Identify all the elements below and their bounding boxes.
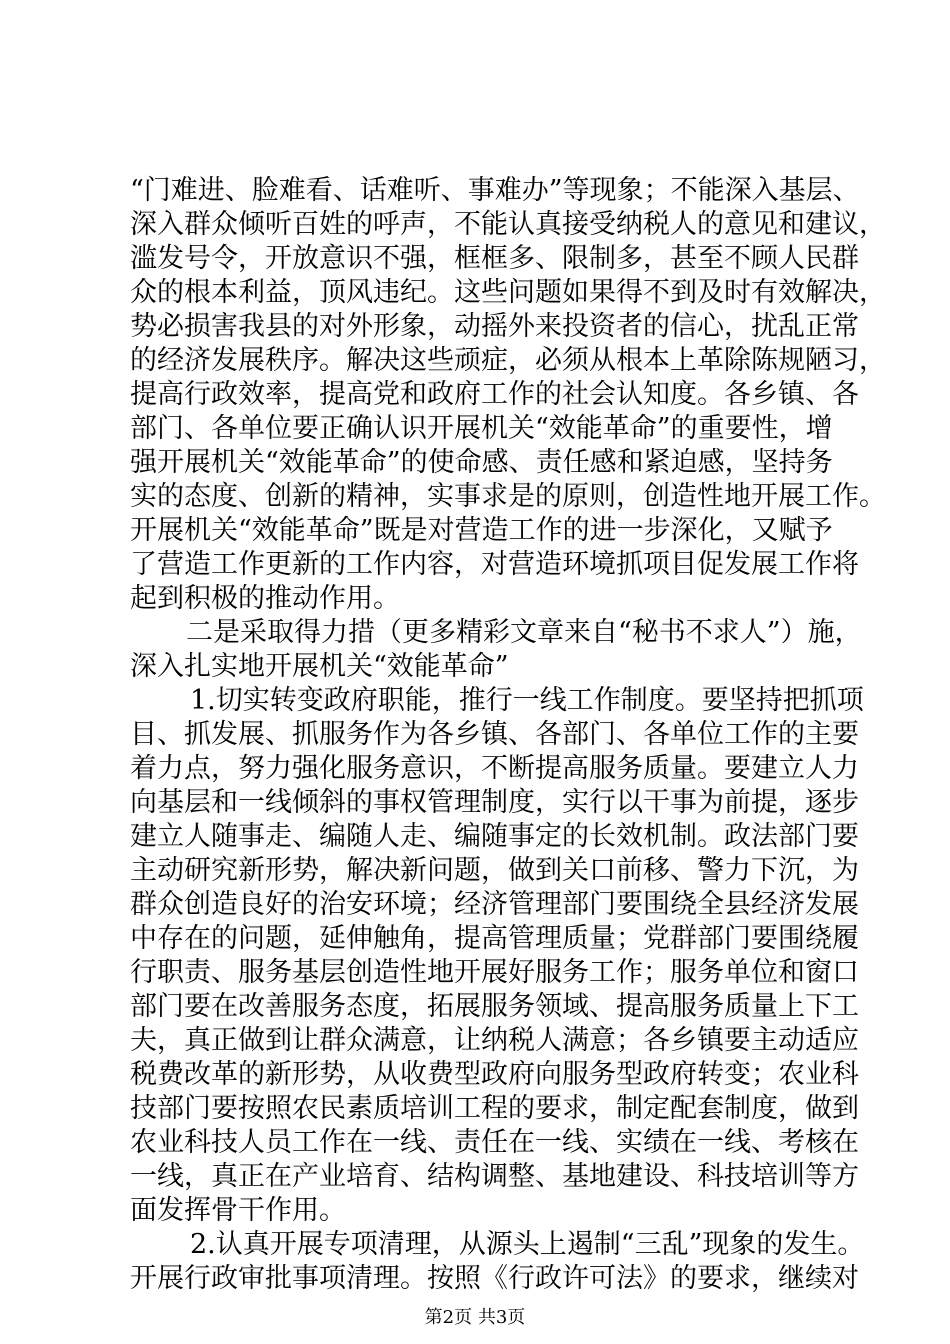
text-line-23: 中存在的问题，延伸触角，提高管理质量；党群部门要围绕履 (130, 923, 859, 954)
text-line-17: 目、抓发展、抓服务作为各乡镇、各部门、各单位工作的主要 (130, 719, 859, 750)
text-line-6: 的经济发展秩序。解决这些顽症，必须从根本上革除陈规陋习， (130, 345, 886, 376)
text-line-3: 滥发号令，开放意识不强，框框多、限制多，甚至不顾人民群 (130, 243, 859, 274)
text-line-9: 强开展机关“效能革命”的使命感、责任感和紧迫感，坚持务 (130, 447, 833, 478)
text-line-13: 起到积极的推动作用。 (130, 583, 400, 614)
text-line-7: 提高行政效率，提高党和政府工作的社会认知度。各乡镇、各 (130, 379, 859, 410)
text-line-8: 部门、各单位要正确认识开展机关“效能革命”的重要性，增 (130, 413, 833, 444)
text-line-5: 势必损害我县的对外形象，动摇外来投资者的信心，扰乱正常 (130, 311, 859, 342)
text-line-1: “门难进、脸难看、话难听、事难办”等现象；不能深入基层、 (130, 175, 860, 206)
section-heading-2: 二是采取得力措（更多精彩文章来自“秘书不求人”）施， (186, 617, 862, 648)
text-line-28: 技部门要按照农民素质培训工程的要求，制定配套制度，做到 (130, 1093, 859, 1124)
text-line-10: 实的态度、创新的精神，实事求是的原则，创造性地开展工作。 (130, 481, 886, 512)
text-line-26: 夫，真正做到让群众满意，让纳税人满意；各乡镇要主动适应 (130, 1025, 859, 1056)
text-line-19: 向基层和一线倾斜的事权管理制度，实行以干事为前提，逐步 (130, 787, 859, 818)
text-line-22: 群众创造良好的治安环境；经济管理部门要围绕全县经济发展 (130, 889, 859, 920)
text-line-4: 众的根本利益，顶风违纪。这些问题如果得不到及时有效解决， (130, 277, 886, 308)
text-line-21: 主动研究新形势，解决新问题，做到关口前移、警力下沉，为 (130, 855, 859, 886)
text-line-12: 了营造工作更新的工作内容，对营造环境抓项目促发展工作将 (130, 549, 859, 580)
text-line-20: 建立人随事走、编随人走、编随事定的长效机制。政法部门要 (130, 821, 859, 852)
text-line-30: 一线，真正在产业培育、结构调整、基地建设、科技培训等方 (130, 1161, 859, 1192)
page-footer: 第2页 共3页 (424, 1307, 526, 1328)
text-line-29: 农业科技人员工作在一线、责任在一线、实绩在一线、考核在 (130, 1127, 859, 1158)
text-line-24: 行职责、服务基层创造性地开展好服务工作；服务单位和窗口 (130, 957, 859, 988)
text-line-31: 面发挥骨干作用。 (130, 1195, 346, 1226)
text-line-33: 开展行政审批事项清理。按照《行政许可法》的要求，继续对 (130, 1263, 859, 1294)
item-1-heading: 1.切实转变政府职能，推行一线工作制度。要坚持把抓项 (190, 685, 864, 716)
item-2-heading: 2.认真开展专项清理，从源头上遏制“三乱”现象的发生。 (190, 1229, 865, 1260)
text-line-18: 着力点，努力强化服务意识，不断提高服务质量。要建立人力 (130, 753, 859, 784)
text-line-25: 部门要在改善服务态度，拓展服务领域、提高服务质量上下工 (130, 991, 859, 1022)
text-line-2: 深入群众倾听百姓的呼声，不能认真接受纳税人的意见和建议， (130, 209, 886, 240)
section-heading-2-cont: 深入扎实地开展机关“效能革命” (130, 651, 509, 682)
text-line-27: 税费改革的新形势，从收费型政府向服务型政府转变；农业科 (130, 1059, 859, 1090)
text-line-11: 开展机关“效能革命”既是对营造工作的进一步深化，又赋予 (130, 515, 833, 546)
